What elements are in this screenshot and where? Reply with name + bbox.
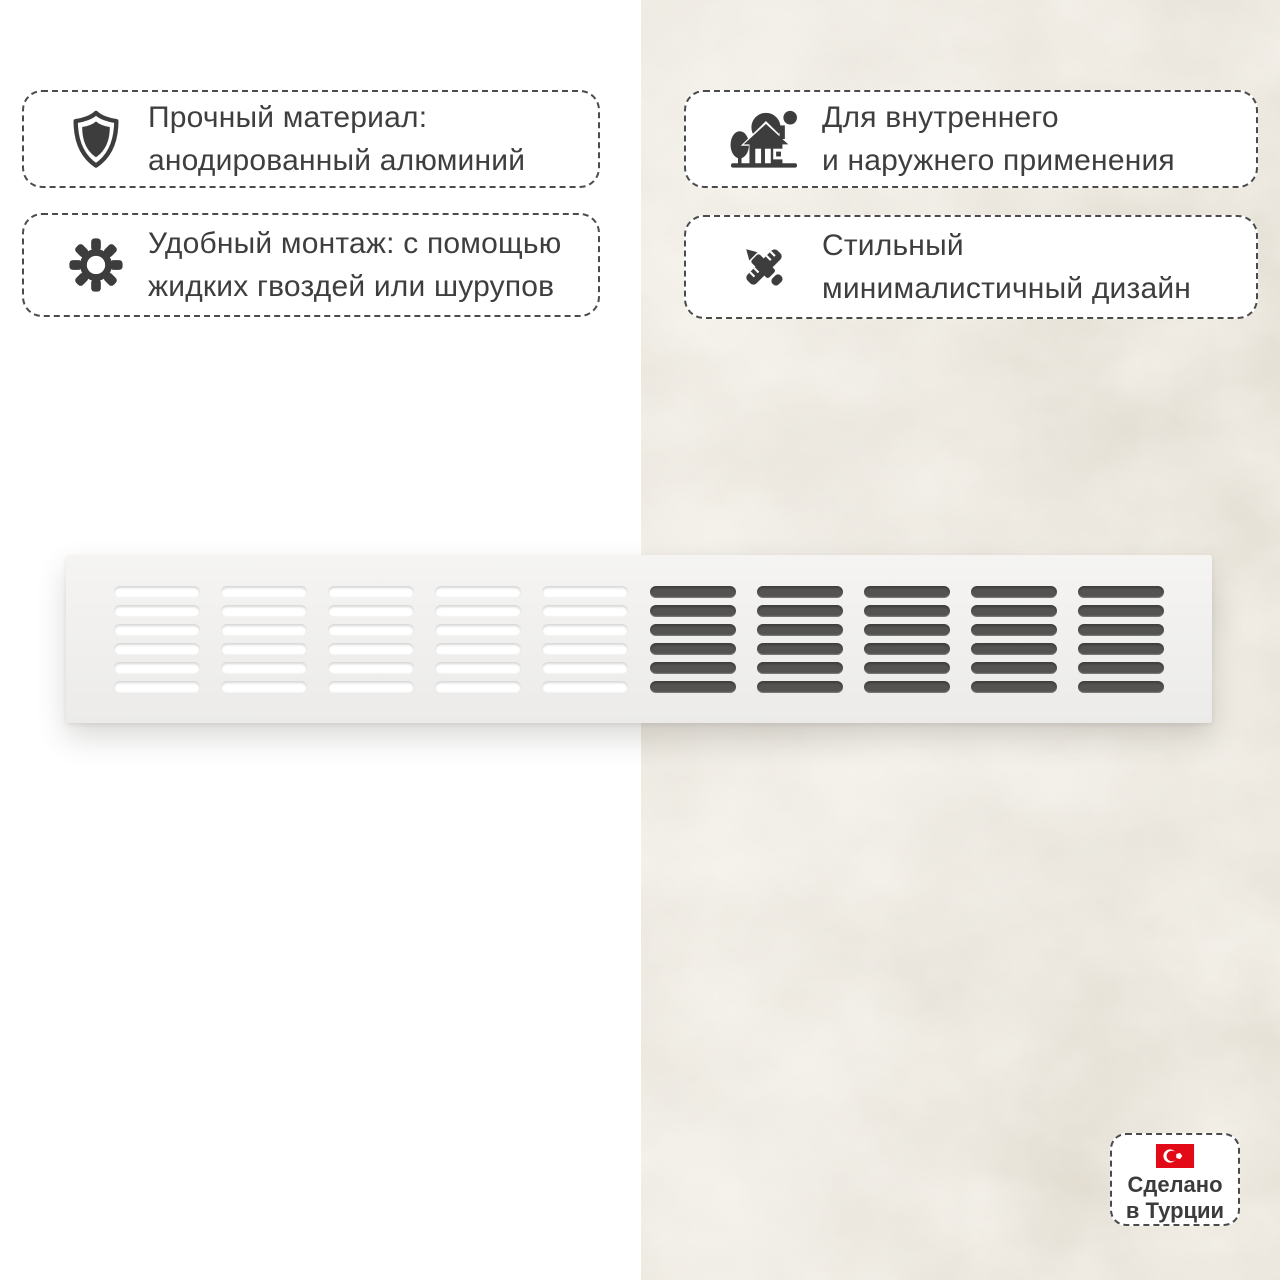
vent-slot (114, 586, 200, 598)
vent-slot (435, 605, 521, 617)
vent-slot-open (757, 643, 843, 655)
vent-slot (435, 662, 521, 674)
feature-card-indoor-outdoor (684, 90, 1258, 188)
vent-slot-open (971, 662, 1057, 674)
feature-line: Для внутреннего (822, 101, 1059, 134)
vent-slot-group (542, 586, 628, 693)
vent-slot-open (864, 624, 950, 636)
house-outdoor-icon (726, 107, 802, 171)
vent-slot-open (650, 586, 736, 598)
feature-card-design (684, 215, 1258, 319)
vent-slot-group (971, 586, 1057, 693)
vent-slot-open (650, 662, 736, 674)
made-in-turkey-badge (1110, 1133, 1240, 1226)
vent-slot-group (435, 586, 521, 693)
vent-slot (542, 605, 628, 617)
shield-icon (64, 110, 128, 168)
feature-card-mounting (22, 213, 600, 317)
feature-line: Стильный (822, 229, 964, 262)
vent-slot-open (757, 681, 843, 693)
vent-slot-open (650, 681, 736, 693)
vent-slot-open (650, 624, 736, 636)
vent-slot (542, 624, 628, 636)
feature-text (822, 96, 1175, 182)
vent-slot (435, 681, 521, 693)
feature-text (148, 222, 561, 308)
vent-slot-group (650, 586, 736, 693)
vent-slot (328, 605, 414, 617)
feature-text (822, 224, 1191, 310)
vent-slot (221, 643, 307, 655)
vent-slot (221, 605, 307, 617)
feature-line: анодированный алюминий (148, 144, 526, 177)
feature-text (148, 96, 525, 182)
vent-slot (328, 586, 414, 598)
vent-slot (435, 624, 521, 636)
vent-slot-open (864, 643, 950, 655)
vent-slot-open (971, 681, 1057, 693)
vent-slot-open (1078, 624, 1164, 636)
vent-slot-open (1078, 605, 1164, 617)
vent-slot (114, 624, 200, 636)
vent-slot-group (221, 586, 307, 693)
vent-slot (221, 624, 307, 636)
vent-slot-group (864, 586, 950, 693)
vent-slot (114, 643, 200, 655)
vent-slot (114, 605, 200, 617)
vent-slot-open (1078, 681, 1164, 693)
vent-slot-open (971, 643, 1057, 655)
vent-slot-open (757, 624, 843, 636)
vent-slot (328, 681, 414, 693)
vent-slot-open (971, 624, 1057, 636)
vent-slot-open (864, 586, 950, 598)
gear-icon (64, 236, 128, 294)
vent-slot (114, 662, 200, 674)
vent-slot-open (1078, 586, 1164, 598)
feature-line: жидких гвоздей или шурупов (148, 270, 555, 303)
vent-slot (542, 586, 628, 598)
vent-slot (542, 662, 628, 674)
vent-slot-open (864, 662, 950, 674)
vent-slot (542, 643, 628, 655)
vent-slot-open (971, 605, 1057, 617)
vent-slot-open (650, 643, 736, 655)
vent-slot-open (864, 605, 950, 617)
vent-slot-open (757, 586, 843, 598)
vent-slot-group (328, 586, 414, 693)
turkey-flag-icon (1152, 1144, 1198, 1168)
feature-line: Удобный монтаж: с помощью (148, 227, 562, 260)
vent-slot-open (864, 681, 950, 693)
vent-slot (221, 681, 307, 693)
vent-slot (328, 624, 414, 636)
vent-slot (221, 586, 307, 598)
design-tools-icon (726, 238, 802, 296)
feature-line: и наружнего применения (822, 144, 1175, 177)
vent-slot-open (650, 605, 736, 617)
vent-slot (221, 662, 307, 674)
vent-slot (328, 662, 414, 674)
vent-slot (435, 586, 521, 598)
vent-slot-group (757, 586, 843, 693)
vent-slot-group (1078, 586, 1164, 693)
vent-slot (542, 681, 628, 693)
vent-slot-open (757, 662, 843, 674)
vent-slot (435, 643, 521, 655)
vent-slot-group (114, 586, 200, 693)
vent-slot-open (1078, 643, 1164, 655)
vent-slot (328, 643, 414, 655)
feature-line: минималистичный дизайн (822, 272, 1192, 305)
vent-slot-open (971, 586, 1057, 598)
made-in-line: Сделано (1127, 1172, 1223, 1197)
ventilation-grille-product (66, 555, 1212, 723)
feature-card-material (22, 90, 600, 188)
vent-slot-open (1078, 662, 1164, 674)
vent-slot (114, 681, 200, 693)
feature-line: Прочный материал: (148, 101, 428, 134)
vent-slot-open (757, 605, 843, 617)
made-in-line: в Турции (1125, 1198, 1225, 1223)
